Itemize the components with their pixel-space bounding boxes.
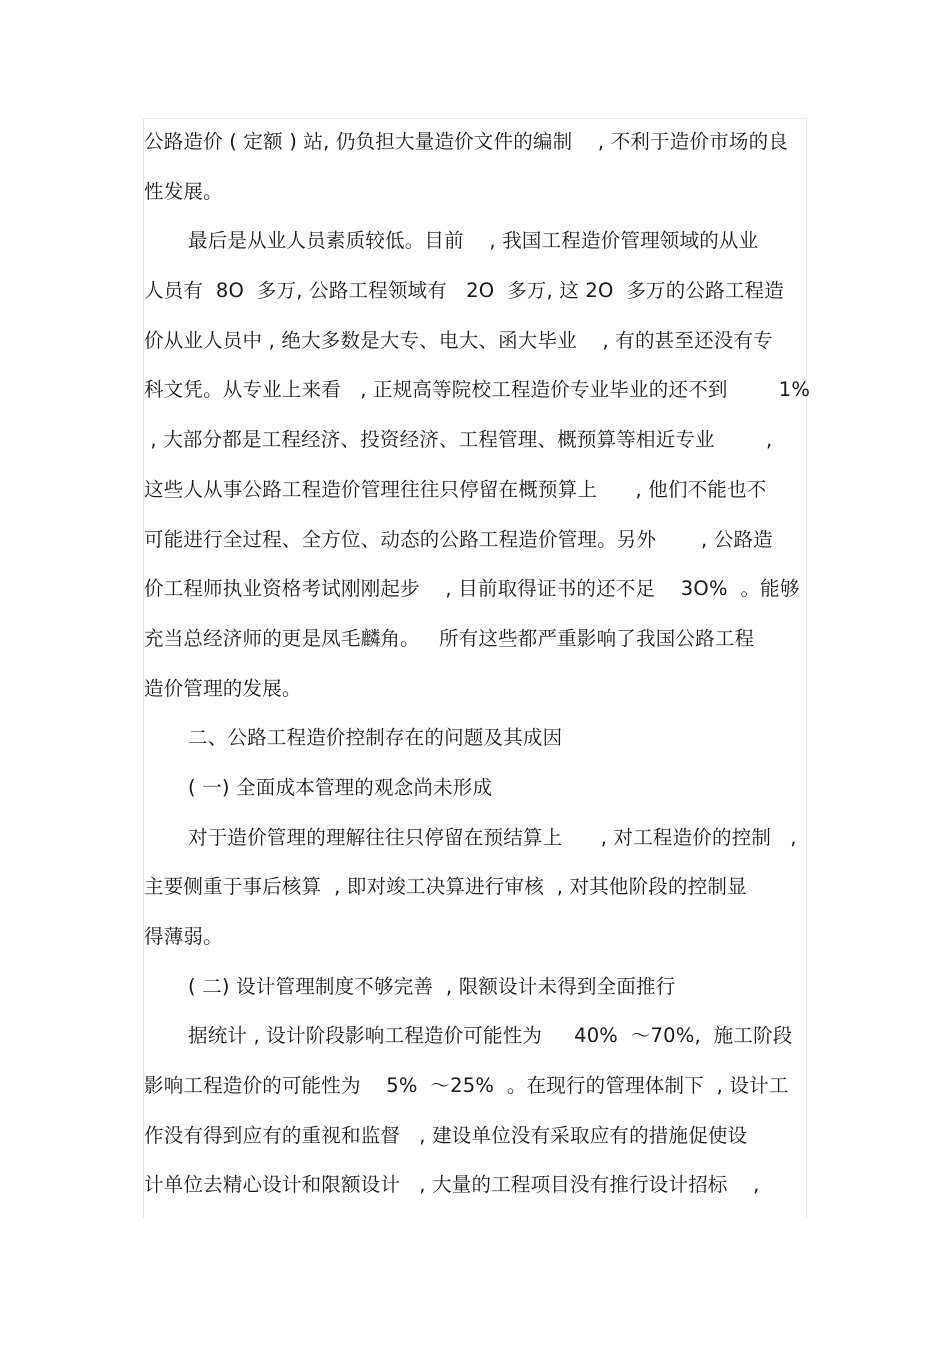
subsection-heading: ( 一) 全面成本管理的观念尚未形成 <box>188 775 493 799</box>
body-line: 主要侧重于事后核算 , 即对竣工决算进行审核 , 对其他阶段的控制显 <box>144 875 747 899</box>
body-line: 科文凭。从专业上来看 , 正规高等院校工程造价专业毕业的还不到 1% <box>144 378 811 402</box>
section-heading: 二、公路工程造价控制存在的问题及其成因 <box>188 726 563 750</box>
body-line: 公路造价 ( 定额 ) 站, 仍负担大量造价文件的编制 , 不利于造价市场的良 <box>144 130 788 153</box>
paragraph-start-line: 对于造价管理的理解往往只停留在预结算上 , 对工程造价的控制 , <box>188 825 797 849</box>
body-line: , 大部分都是工程经济、投资经济、工程管理、概预算等相近专业 , <box>144 428 773 452</box>
paragraph-start-line: 据统计 , 设计阶段影响工程造价可能性为 40% ～70%, 施工阶段 <box>188 1024 793 1048</box>
body-line: 价从业人员中 , 绝大多数是大专、电大、函大毕业 , 有的甚至还没有专 <box>144 328 773 352</box>
body-line: 影响工程造价的可能性为 5% ～25% 。在现行的管理体制下 , 设计工 <box>144 1074 789 1098</box>
body-line: 充当总经济师的更是凤毛麟角。 所有这些都严重影响了我国公路工程 <box>144 626 755 650</box>
body-line: 可能进行全过程、全方位、动态的公路工程造价管理。另外 , 公路造 <box>144 527 773 551</box>
subsection-heading: ( 二) 设计管理制度不够完善 , 限额设计未得到全面推行 <box>188 974 676 998</box>
body-line: 计单位去精心设计和限额设计 , 大量的工程项目没有推行设计招标 , <box>144 1173 760 1197</box>
body-line: 造价管理的发展。 <box>144 676 302 700</box>
body-line: 性发展。 <box>144 179 223 203</box>
body-line: 这些人从事公路工程造价管理往往只停留在概预算上 , 他们不能也不 <box>144 477 767 501</box>
document-body <box>144 117 834 1210</box>
body-line: 人员有 8O 多万, 公路工程领域有 2O 多万, 这 2O 多万的公路工程造 <box>144 279 784 303</box>
body-line: 作没有得到应有的重视和监督 , 建设单位没有采取应有的措施促使设 <box>144 1123 748 1147</box>
body-line: 得薄弱。 <box>144 925 223 948</box>
paragraph-start-line: 最后是从业人员素质较低。目前 , 我国工程造价管理领域的从业 <box>188 229 759 253</box>
body-line: 价工程师执业资格考试刚刚起步 , 目前取得证书的还不足 3O% 。能够 <box>144 577 800 601</box>
